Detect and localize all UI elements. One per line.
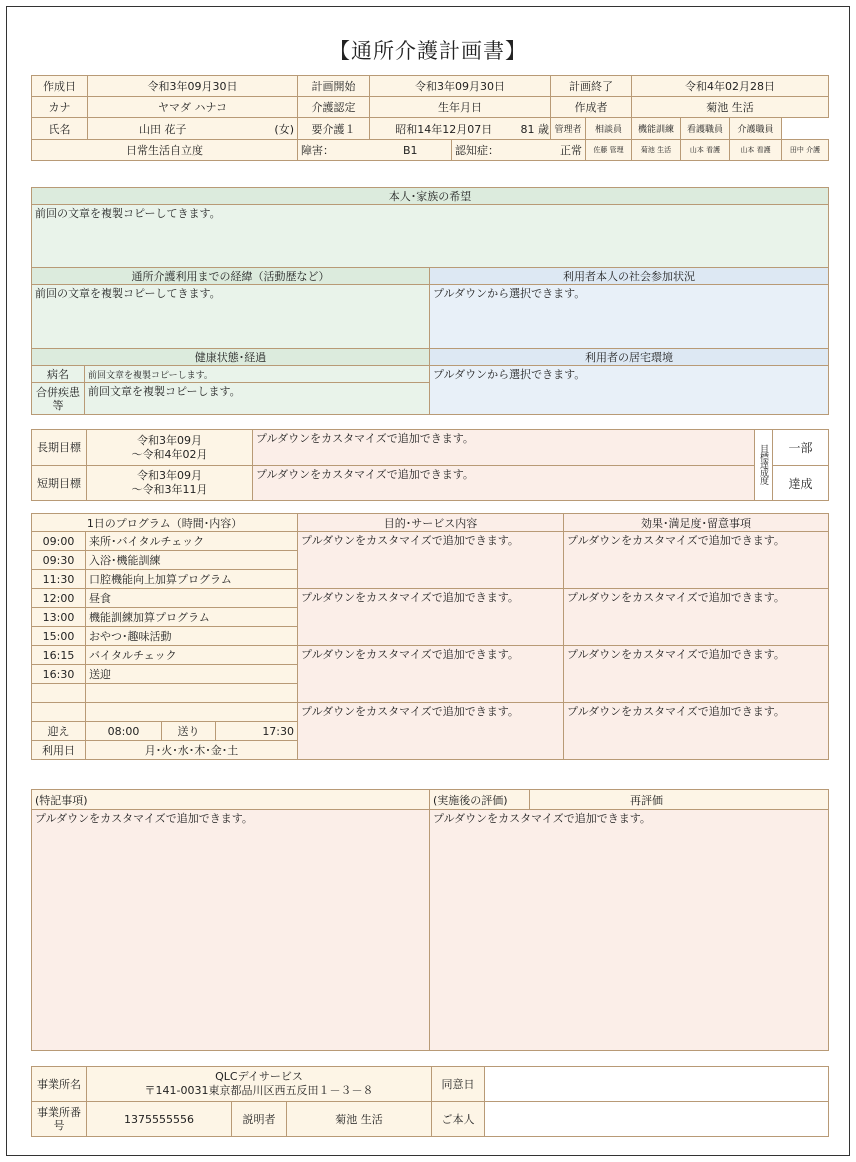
staff-title-1: 管理者	[551, 118, 586, 140]
staff-title-5: 介護職員	[730, 118, 782, 140]
program-effect-1[interactable]: プルダウンをカスタマイズで追加できます。	[564, 532, 829, 589]
plan-end-value[interactable]: 令和4年02月28日	[632, 76, 829, 97]
disease-label: 病名	[32, 366, 85, 383]
staff-name-5[interactable]: 田中 介護	[782, 140, 829, 161]
staff-name-1[interactable]: 佐藤 管理	[586, 140, 632, 161]
program-content[interactable]	[86, 703, 298, 722]
care-plan-sheet	[6, 6, 850, 1156]
short-goal-achievement[interactable]: 達成	[773, 466, 829, 501]
long-goal-text[interactable]: プルダウンをカスタマイズで追加できます。	[253, 430, 755, 466]
program-purpose-4[interactable]: プルダウンをカスタマイズで追加できます。	[298, 703, 564, 760]
long-goal-label: 長期目標	[32, 430, 87, 466]
care-level-value[interactable]: 要介護１	[298, 118, 370, 140]
program-content[interactable]: 来所･バイタルチェック	[86, 532, 298, 551]
gender-value[interactable]: (女)	[238, 118, 298, 140]
history-text[interactable]: 前回の文章を複製コピーしてきます。	[32, 285, 430, 349]
plan-start-value[interactable]: 令和3年09月30日	[370, 76, 551, 97]
home-text[interactable]: プルダウンから選択できます。	[430, 366, 829, 415]
staff-title-4: 看護職員	[681, 118, 730, 140]
short-goal-from[interactable]: 令和3年09月	[137, 469, 202, 482]
eval-label: (実施後の評価)	[430, 790, 530, 810]
program-time[interactable]: 15:00	[32, 627, 86, 646]
name-label: 氏名	[32, 118, 88, 140]
program-time[interactable]	[32, 684, 86, 703]
birth-value[interactable]: 昭和14年12月07日	[370, 118, 518, 140]
program-effect-3[interactable]: プルダウンをカスタマイズで追加できます。	[564, 646, 829, 703]
plan-end-label: 計画終了	[551, 76, 632, 97]
program-content[interactable]: おやつ･趣味活動	[86, 627, 298, 646]
program-content[interactable]: 送迎	[86, 665, 298, 684]
achievement-label: 目標達成度	[758, 443, 768, 484]
home-label: 利用者の居宅環境	[430, 349, 829, 366]
disability-value[interactable]: B1	[370, 140, 452, 161]
agree-label: 同意日	[432, 1067, 485, 1102]
program-effect-4[interactable]: プルダウンをカスタマイズで追加できます。	[564, 703, 829, 760]
birth-label: 生年月日	[370, 97, 551, 118]
program-time[interactable]: 09:00	[32, 532, 86, 551]
program-time[interactable]	[32, 703, 86, 722]
plan-start-label: 計画開始	[298, 76, 370, 97]
program-col-effect: 効果･満足度･留意事項	[564, 514, 829, 532]
program-time[interactable]: 12:00	[32, 589, 86, 608]
office-name: QLCデイサービス	[215, 1070, 303, 1083]
explainer-value[interactable]: 菊池 生活	[287, 1102, 432, 1137]
reeval-label: 再評価	[530, 790, 829, 810]
long-goal-achievement[interactable]: 一部	[773, 430, 829, 466]
footer-table	[31, 1066, 829, 1137]
program-col-purpose: 目的･サービス内容	[298, 514, 564, 532]
special-text[interactable]: プルダウンをカスタマイズで追加できます。	[32, 810, 430, 1051]
program-content[interactable]: 機能訓練加算プログラム	[86, 608, 298, 627]
office-no: 1375555556	[87, 1102, 232, 1137]
created-label: 作成日	[32, 76, 88, 97]
document-title: 【通所介護計画書】	[329, 39, 527, 63]
program-content[interactable]: 昼食	[86, 589, 298, 608]
staff-title-3: 機能訓練	[632, 118, 681, 140]
program-col-schedule: 1日のプログラム（時間･内容）	[32, 514, 298, 532]
kana-value[interactable]: ヤマダ ハナコ	[88, 97, 298, 118]
disability-label: 障害：	[298, 140, 370, 161]
program-time[interactable]: 11:30	[32, 570, 86, 589]
kana-label: カナ	[32, 97, 88, 118]
name-value[interactable]: 山田 花子	[88, 118, 238, 140]
dropoff-time[interactable]: 17:30	[216, 722, 298, 741]
history-label: 通所介護利用までの経緯（活動歴など）	[32, 268, 430, 285]
program-content[interactable]: 入浴･機能訓練	[86, 551, 298, 570]
author-value[interactable]: 菊池 生活	[632, 97, 829, 118]
daily-life-label: 日常生活自立度	[32, 140, 298, 161]
staff-name-3[interactable]: 山本 看護	[681, 140, 730, 161]
header-table	[31, 75, 829, 161]
notes-table	[31, 789, 829, 1051]
program-purpose-2[interactable]: プルダウンをカスタマイズで追加できます。	[298, 589, 564, 646]
self-label: ご本人	[432, 1102, 485, 1137]
wishes-text[interactable]: 前回の文章を複製コピーしてきます。	[32, 205, 829, 268]
age-value[interactable]: 81 歳	[518, 118, 551, 140]
background-table	[31, 187, 829, 415]
agree-date-field[interactable]	[485, 1067, 829, 1102]
dropoff-label: 送り	[162, 722, 216, 741]
long-goal-to[interactable]: ～令和4年02月	[131, 447, 208, 461]
eval-text[interactable]: プルダウンをカスタマイズで追加できます。	[430, 810, 829, 1051]
program-effect-2[interactable]: プルダウンをカスタマイズで追加できます。	[564, 589, 829, 646]
pickup-time[interactable]: 08:00	[86, 722, 162, 741]
program-time[interactable]: 13:00	[32, 608, 86, 627]
social-text[interactable]: プルダウンから選択できます。	[430, 285, 829, 349]
author-label: 作成者	[551, 97, 632, 118]
program-content[interactable]	[86, 684, 298, 703]
disease-text[interactable]: 前回文章を複製コピーします。	[85, 366, 430, 383]
created-value[interactable]: 令和3年09月30日	[88, 76, 298, 97]
complication-label: 合併疾患等	[32, 383, 85, 415]
goals-table	[31, 429, 829, 501]
staff-name-2[interactable]: 菊池 生活	[632, 140, 681, 161]
office-address: 〒141-0031東京都品川区西五反田１－３－８	[144, 1084, 374, 1097]
program-table	[31, 513, 829, 760]
program-content[interactable]: バイタルチェック	[86, 646, 298, 665]
explainer-label: 説明者	[232, 1102, 287, 1137]
dementia-value[interactable]: 正常	[518, 140, 586, 161]
days-value[interactable]: 月･火･水･木･金･土	[86, 741, 298, 760]
program-content[interactable]: 口腔機能向上加算プログラム	[86, 570, 298, 589]
program-purpose-1[interactable]: プルダウンをカスタマイズで追加できます。	[298, 532, 564, 589]
long-goal-from[interactable]: 令和3年09月	[137, 433, 202, 447]
short-goal-label: 短期目標	[32, 466, 87, 501]
care-cert-label: 介護認定	[298, 97, 370, 118]
office-label: 事業所名	[32, 1067, 87, 1102]
days-label: 利用日	[32, 741, 86, 760]
wishes-label: 本人･家族の希望	[32, 188, 829, 205]
office-no-label: 事業所番号	[32, 1102, 87, 1137]
program-purpose-3[interactable]: プルダウンをカスタマイズで追加できます。	[298, 646, 564, 703]
dementia-label: 認知症：	[452, 140, 518, 161]
short-goal-to[interactable]: ～令和3年11月	[131, 483, 208, 496]
health-label: 健康状態･経過	[32, 349, 430, 366]
program-time[interactable]: 16:30	[32, 665, 86, 684]
special-label: (特記事項)	[32, 790, 430, 810]
complication-text[interactable]: 前回文章を複製コピーします。	[85, 383, 430, 415]
short-goal-text[interactable]: プルダウンをカスタマイズで追加できます。	[253, 466, 755, 501]
social-label: 利用者本人の社会参加状況	[430, 268, 829, 285]
program-time[interactable]: 09:30	[32, 551, 86, 570]
staff-title-2: 相談員	[586, 118, 632, 140]
pickup-label: 迎え	[32, 722, 86, 741]
staff-name-4[interactable]: 山本 看護	[730, 140, 782, 161]
self-signature-field[interactable]	[485, 1102, 829, 1137]
program-time[interactable]: 16:15	[32, 646, 86, 665]
